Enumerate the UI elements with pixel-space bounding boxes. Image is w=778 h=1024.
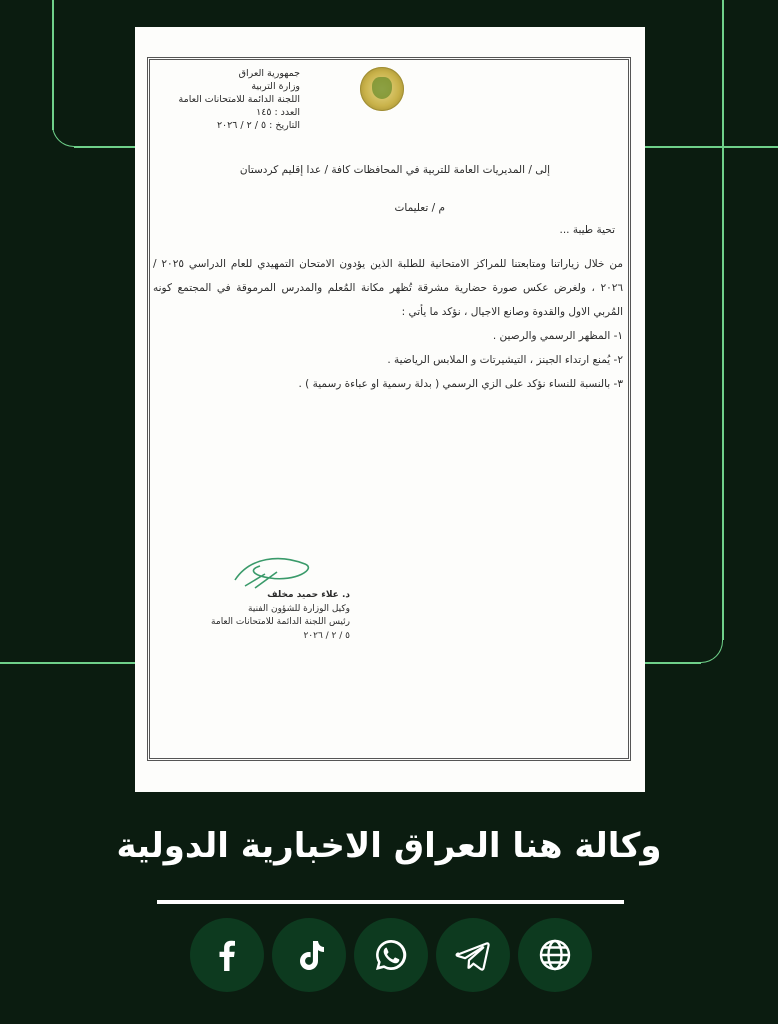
- header-committee: اللجنة الدائمة للامتحانات العامة: [178, 94, 300, 105]
- globe-icon[interactable]: [518, 918, 592, 992]
- frame-corner-top-left: [52, 114, 85, 147]
- social-icons-row: [190, 918, 594, 992]
- agency-divider: [157, 900, 624, 904]
- header-country: جمهورية العراق: [238, 68, 300, 79]
- whatsapp-icon[interactable]: [354, 918, 428, 992]
- document-signature: [190, 589, 350, 643]
- telegram-icon[interactable]: [436, 918, 510, 992]
- document-header: [150, 67, 300, 132]
- document-subject: م / تعليمات: [394, 202, 445, 214]
- signatory-title: وكيل الوزارة للشؤون الفنية: [248, 603, 350, 614]
- document-addressee: إلى / المديريات العامة للتربية في المحافظات كافة / عدا إقليم كردستان: [239, 164, 551, 176]
- header-number: العدد : ١٤٥: [256, 107, 300, 118]
- document-greeting: تحية طيبة ...: [559, 224, 615, 236]
- signatory-name: د. علاء حميد مخلف: [267, 590, 350, 600]
- frame-line-bottom-left: [0, 662, 135, 664]
- official-document: [135, 27, 645, 792]
- signature-date: ٥ / ٢ / ٢٠٢٦: [303, 630, 350, 641]
- body-paragraph: من خلال زياراتنا ومتابعتنا للمراكز الامتحانية للطلبة الذين يؤدون الامتحان التمهيدي للعام الدراسي ٢٠٢٥ / ٢٠٢٦ ، ولغرض عكس صورة حضارية مشرقة تُظهر مكانة المُعلم والمدرس المرموقة في المجتمع كونه المُربي الاول والقدوة وصانع الاجيال ، نؤكد ما يأتي :: [153, 258, 623, 318]
- ministry-seal-icon: [360, 67, 404, 111]
- header-date: التاريخ : ٥ / ٢ / ٢٠٢٦: [216, 120, 300, 131]
- instruction-item: ٢- يُمنع ارتداء الجينز ، التيشيرتات و الملابس الرياضية .: [387, 354, 623, 366]
- frame-line-upper: [645, 146, 778, 148]
- instruction-item: ١- المظهر الرسمي والرصين .: [492, 330, 623, 342]
- frame-line-left: [52, 0, 54, 130]
- instruction-item: ٣- بالنسبة للنساء نؤكد على الزي الرسمي ( بدلة رسمية او عباءة رسمية ) .: [298, 378, 623, 390]
- facebook-icon[interactable]: [190, 918, 264, 992]
- signatory-committee: رئيس اللجنة الدائمة للامتحانات العامة: [211, 617, 350, 627]
- frame-line-right: [722, 0, 724, 640]
- header-ministry: وزارة التربية: [251, 81, 300, 92]
- document-border: [147, 57, 631, 761]
- tiktok-icon[interactable]: [272, 918, 346, 992]
- frame-corner-bottom-right: [690, 630, 723, 663]
- agency-name: وكالة هنا العراق الاخبارية الدولية: [116, 826, 662, 866]
- signature-scribble-icon: [225, 552, 320, 592]
- document-body: [153, 252, 623, 396]
